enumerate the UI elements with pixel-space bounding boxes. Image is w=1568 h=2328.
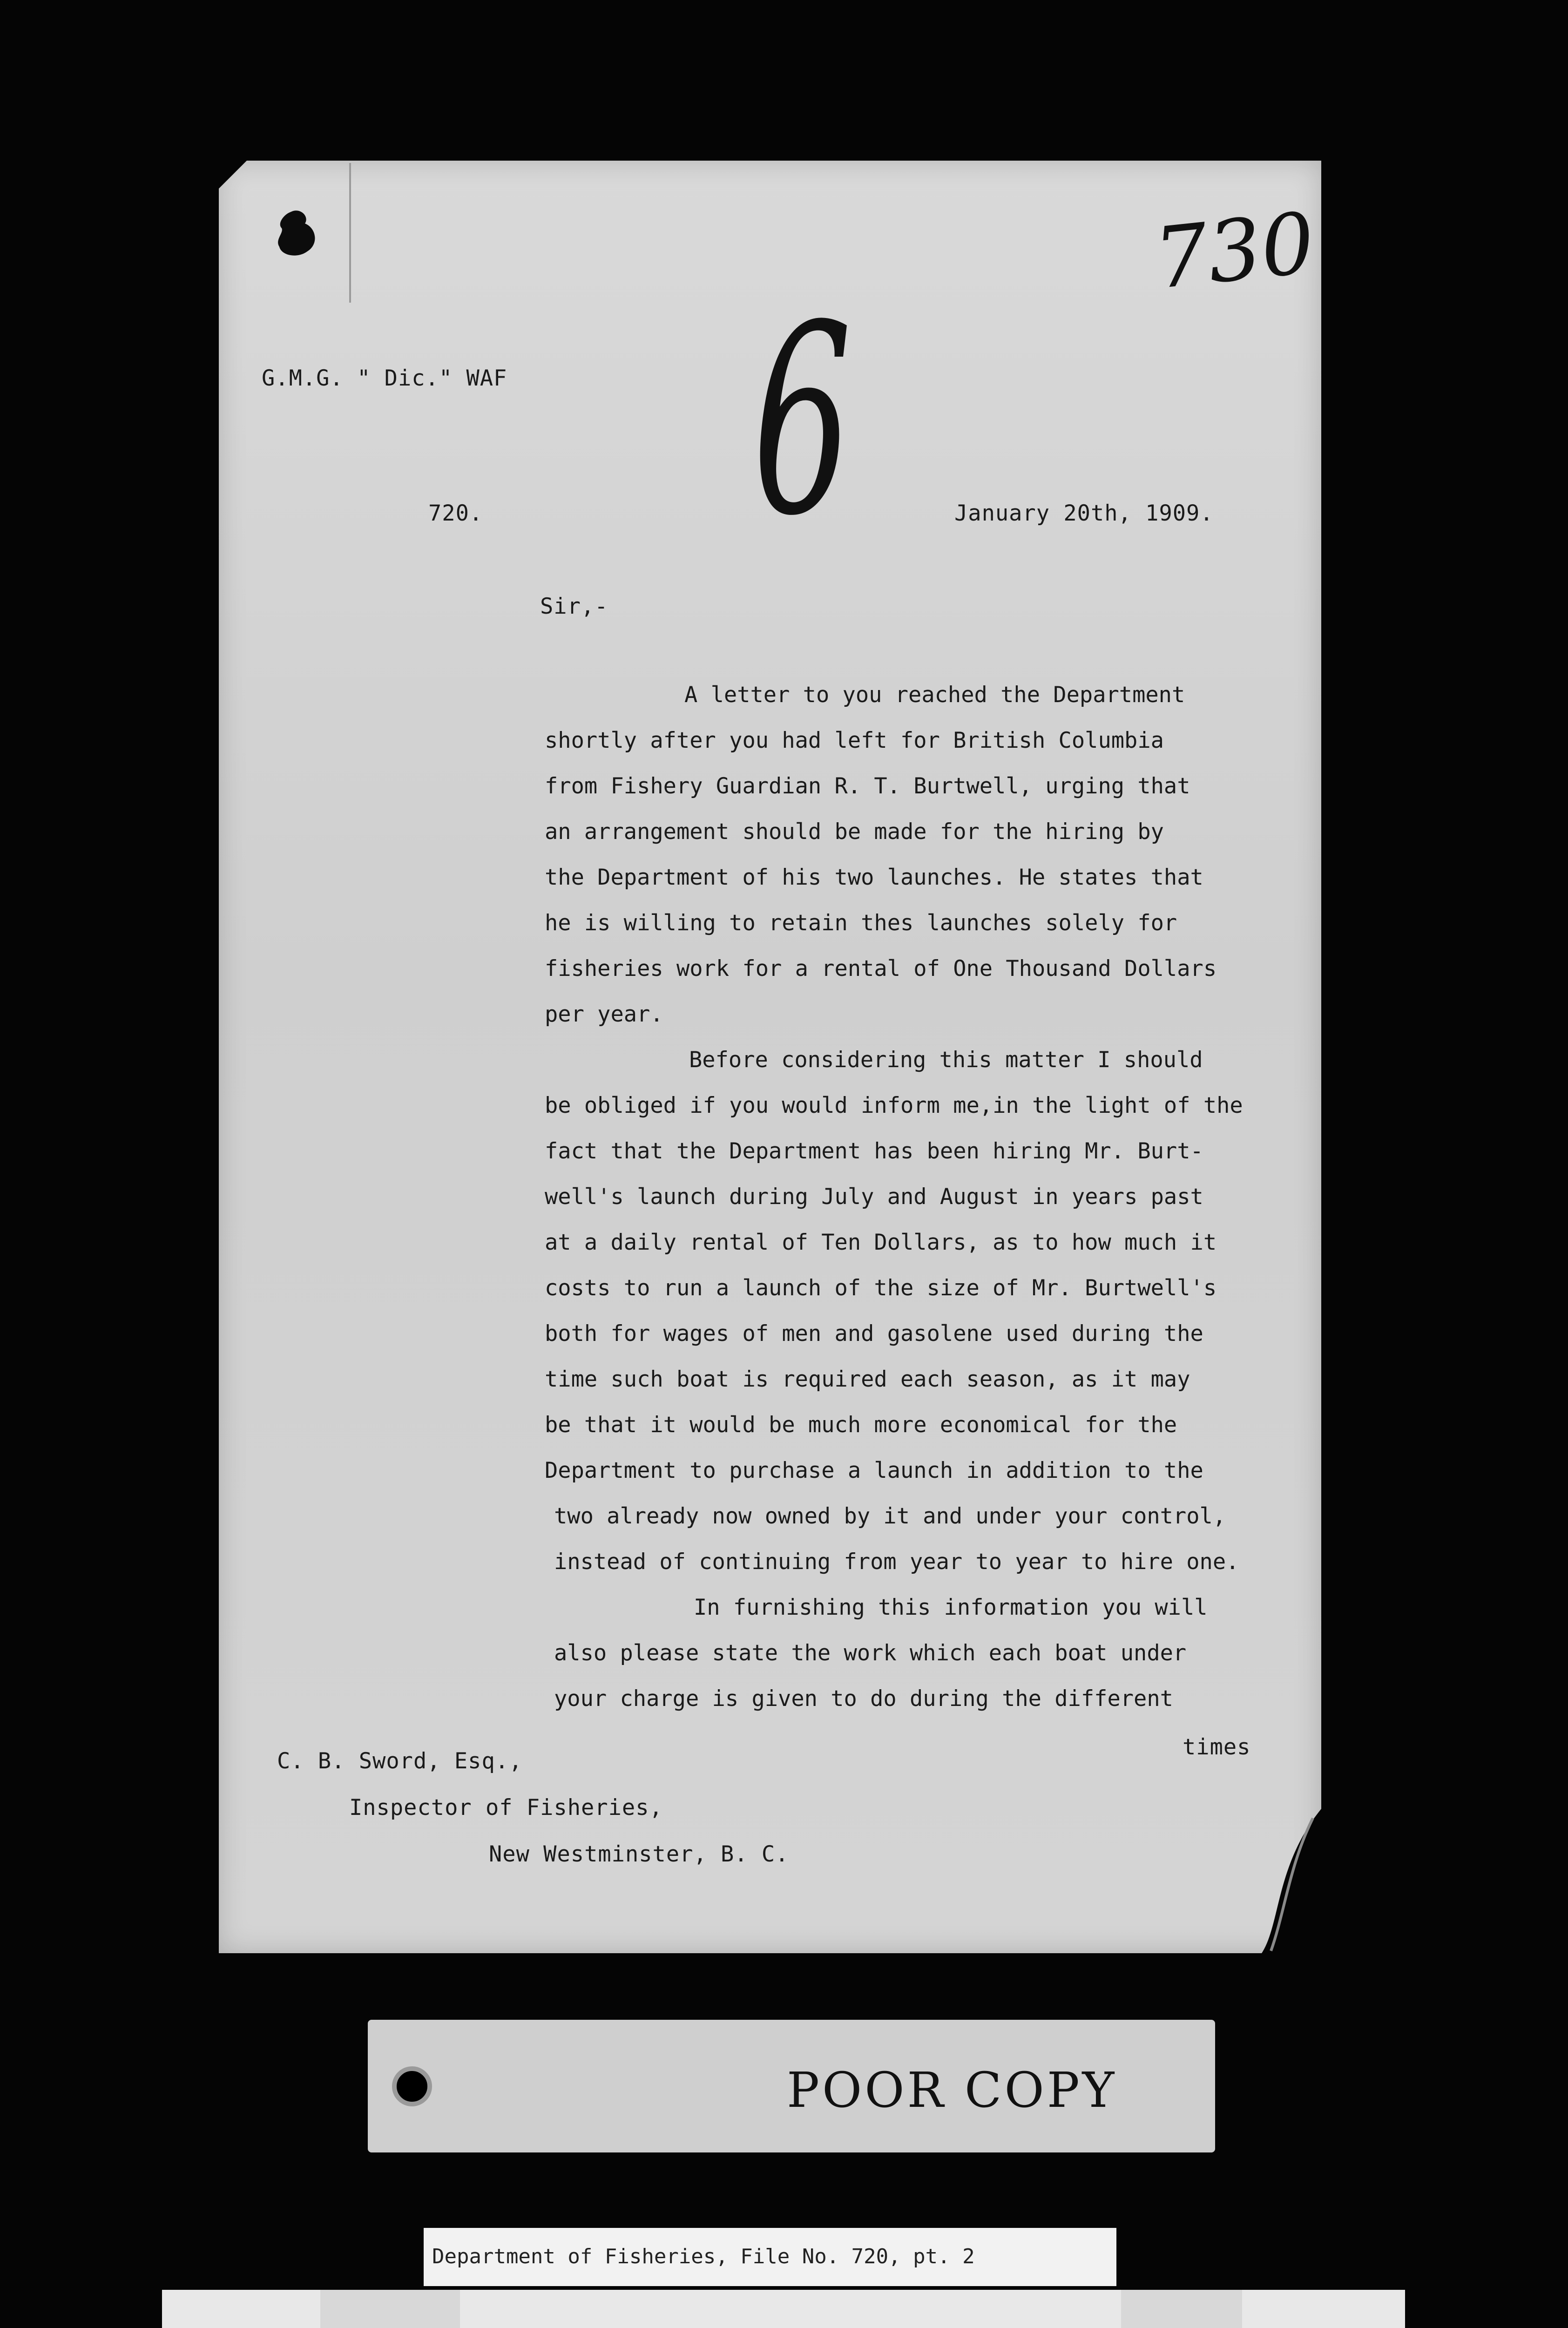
letter-date: January 20th, 1909.	[954, 501, 1214, 526]
fold-line	[349, 163, 351, 303]
body-line: at a daily rental of Ten Dollars, as to how much it	[545, 1230, 1217, 1255]
body-line: two already now owned by it and under your control,	[554, 1503, 1226, 1529]
body-line: an arrangement should be made for the hiring by	[545, 819, 1164, 845]
body-line: both for wages of men and gasolene used during the	[545, 1321, 1203, 1347]
archives-stamp	[162, 2290, 1405, 2328]
file-label-text: Department of Fisheries, File No. 720, pt. 2	[432, 2245, 975, 2268]
body-line: In furnishing this information you will	[694, 1595, 1208, 1620]
body-line: well's launch during July and August in years past	[545, 1184, 1203, 1210]
grommet-hole-icon	[392, 2066, 432, 2106]
tape-right	[1121, 2290, 1242, 2328]
reference-line: G.M.G. " Dic." WAF	[262, 365, 507, 391]
addressee-name: C. B. Sword, Esq.,	[277, 1748, 523, 1774]
body-line: fact that the Department has been hiring Mr. Burt-	[545, 1138, 1203, 1164]
poor-copy-label: POOR COPY	[787, 2062, 1117, 2118]
salutation: Sir,-	[540, 594, 608, 619]
body-line: be that it would be much more economical for the	[545, 1412, 1177, 1438]
torn-corner	[219, 161, 247, 189]
body-line: from Fishery Guardian R. T. Burtwell, urging that	[545, 773, 1190, 799]
body-line: your charge is given to do during the different	[554, 1686, 1173, 1712]
addressee-location: New Westminster, B. C.	[489, 1841, 789, 1867]
addressee-title: Inspector of Fisheries,	[349, 1795, 663, 1820]
file-number: 720.	[428, 501, 483, 526]
letter-page	[219, 161, 1321, 1953]
tape-left	[320, 2290, 460, 2328]
body-line: he is willing to retain thes launches solely for	[545, 910, 1177, 936]
handwritten-mark: 6	[752, 270, 852, 573]
body-line: the Department of his two launches. He states that	[545, 865, 1203, 890]
handwritten-page-number: 730	[1150, 194, 1319, 308]
body-line: be obliged if you would inform me,in the light of the	[545, 1093, 1243, 1118]
body-line: costs to run a launch of the size of Mr. Burtwell's	[545, 1275, 1217, 1301]
body-line: per year.	[545, 1002, 663, 1027]
body-line: also please state the work which each boat under	[554, 1640, 1187, 1666]
file-label	[424, 2228, 1116, 2286]
curled-corner	[1262, 1809, 1321, 1953]
poor-copy-card	[368, 2020, 1215, 2152]
body-line: Before considering this matter I should	[689, 1047, 1203, 1073]
body-line: shortly after you had left for British Columbia	[545, 728, 1164, 753]
body-line: fisheries work for a rental of One Thousand Dollars	[545, 956, 1217, 981]
body-line: Department to purchase a launch in addition to the	[545, 1458, 1203, 1483]
catchword: times	[1183, 1734, 1251, 1760]
body-line: time such boat is required each season, as it may	[545, 1367, 1190, 1392]
ink-blot-icon	[272, 207, 324, 263]
body-line: instead of continuing from year to year to hire one.	[554, 1549, 1239, 1575]
body-line: A letter to you reached the Department	[684, 682, 1185, 708]
